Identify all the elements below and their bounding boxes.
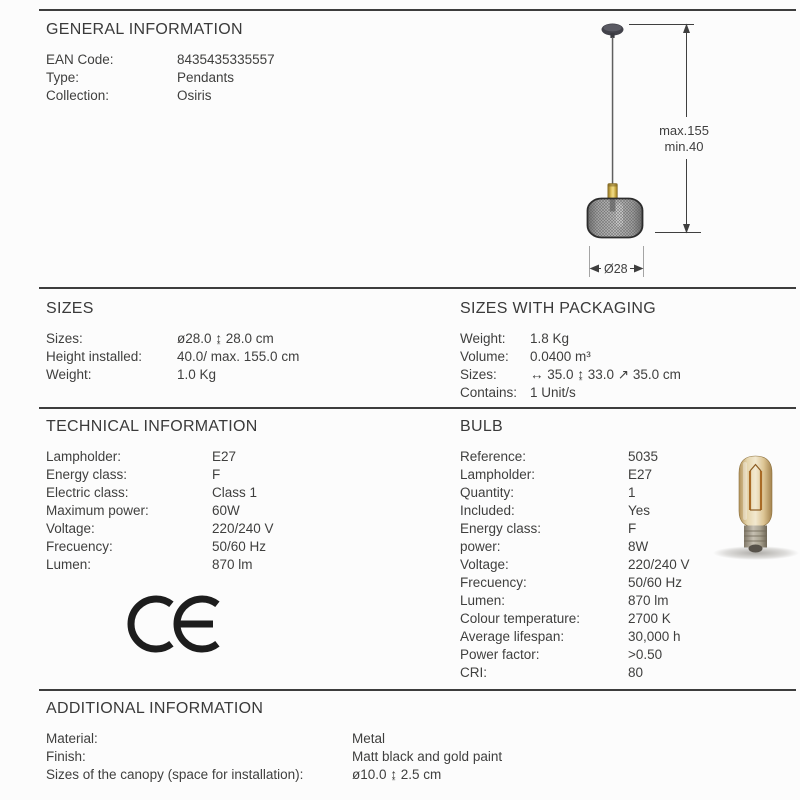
row-label: Colour temperature: xyxy=(460,611,581,626)
row-value: 8W xyxy=(628,539,649,554)
row-value: 50/60 Hz xyxy=(212,539,267,554)
row-label: Average lifespan: xyxy=(460,629,565,644)
table-row xyxy=(46,87,275,105)
row-value: 30,000 h xyxy=(628,629,681,644)
suspension-cable xyxy=(612,37,614,186)
bulb-rows xyxy=(460,448,690,682)
row-label: Electric class: xyxy=(46,485,129,500)
table-row xyxy=(460,646,690,664)
pendant-lamp-dimension-drawing xyxy=(550,14,720,280)
row-value: 1.0 Kg xyxy=(177,367,217,382)
table-row xyxy=(460,556,690,574)
table-row xyxy=(460,520,690,538)
table-row xyxy=(460,484,690,502)
row-label: Reference: xyxy=(460,449,527,464)
row-label: Collection: xyxy=(46,88,110,103)
row-value: 870 lm xyxy=(212,557,253,572)
diameter-label: Ø28 xyxy=(603,262,628,276)
row-value: 2700 K xyxy=(628,611,671,626)
row-label: Height installed: xyxy=(46,349,143,364)
row-value: 40.0/ max. 155.0 cm xyxy=(177,349,300,364)
table-row xyxy=(46,520,274,538)
table-row xyxy=(46,69,275,87)
row-label: Power factor: xyxy=(460,647,540,662)
sizes-rows xyxy=(46,330,299,384)
row-value: 220/240 V xyxy=(212,521,274,536)
row-value: Pendants xyxy=(177,70,235,85)
table-row xyxy=(46,748,502,766)
divider-sizes xyxy=(39,287,796,289)
row-value: E27 xyxy=(628,467,653,482)
row-value: 1.8 Kg xyxy=(530,331,570,346)
row-value: >0.50 xyxy=(628,647,663,662)
row-value: 50/60 Hz xyxy=(628,575,683,590)
row-label: Quantity: xyxy=(460,485,515,500)
table-row xyxy=(46,556,274,574)
row-label: Lampholder: xyxy=(46,449,122,464)
table-row xyxy=(46,51,275,69)
row-label: Frecuency: xyxy=(460,575,527,590)
table-row xyxy=(46,448,274,466)
row-label: Voltage: xyxy=(46,521,95,536)
row-label: Type: xyxy=(46,70,80,85)
row-label: Sizes: xyxy=(46,331,83,346)
row-label: Finish: xyxy=(46,749,86,764)
table-row xyxy=(46,502,274,520)
row-label: Sizes of the canopy (space for installation): xyxy=(46,767,304,782)
row-value: F xyxy=(628,521,637,536)
row-value: 80 xyxy=(628,665,644,680)
table-row xyxy=(460,502,690,520)
diameter-dimension xyxy=(590,246,644,277)
filament-bulb-photo xyxy=(710,440,800,565)
sizes-with-packaging-rows xyxy=(460,330,681,402)
arrow-left-icon xyxy=(590,265,600,273)
row-value: 0.0400 m³ xyxy=(530,349,591,364)
row-value: 1 xyxy=(628,485,636,500)
row-value: ø28.0 ↨ 28.0 cm xyxy=(177,331,274,346)
row-value: Class 1 xyxy=(212,485,258,500)
row-label: power: xyxy=(460,539,501,554)
table-row xyxy=(460,466,690,484)
row-value: Yes xyxy=(628,503,651,518)
row-label: Energy class: xyxy=(460,521,542,536)
row-label: Voltage: xyxy=(460,557,509,572)
table-row xyxy=(460,538,690,556)
table-row xyxy=(460,574,690,592)
section-title-general: GENERAL INFORMATION xyxy=(46,21,243,38)
row-label: EAN Code: xyxy=(46,52,114,67)
table-row xyxy=(460,610,690,628)
section-title-bulb: BULB xyxy=(460,418,503,435)
row-value: 60W xyxy=(212,503,240,518)
row-value: F xyxy=(212,467,221,482)
row-label: Lampholder: xyxy=(460,467,536,482)
table-row xyxy=(460,592,690,610)
table-row xyxy=(46,330,299,348)
table-row xyxy=(46,730,502,748)
row-value: Osiris xyxy=(177,88,212,103)
row-value: 5035 xyxy=(628,449,659,464)
row-value: 1 Unit/s xyxy=(530,385,576,400)
general-rows xyxy=(46,51,275,105)
row-value: E27 xyxy=(212,449,237,464)
bulb-glass-tube xyxy=(739,456,772,527)
table-row xyxy=(46,538,274,556)
row-value: ↔ 35.0 ↨ 33.0 ↗ 35.0 cm xyxy=(530,367,681,382)
row-value: Metal xyxy=(352,731,386,746)
table-row xyxy=(460,448,690,466)
table-row xyxy=(460,366,681,384)
row-value: 870 lm xyxy=(628,593,669,608)
row-label: Maximum power: xyxy=(46,503,149,518)
table-row xyxy=(46,366,299,384)
table-row xyxy=(46,766,502,784)
row-value: Matt black and gold paint xyxy=(352,749,503,764)
row-value: 220/240 V xyxy=(628,557,690,572)
divider-technical xyxy=(39,407,796,409)
section-title-sizes-with-packaging: SIZES WITH PACKAGING xyxy=(460,300,656,317)
table-row xyxy=(46,466,274,484)
row-label: Included: xyxy=(460,503,515,518)
divider-additional xyxy=(39,689,796,691)
row-value: ø10.0 ↨ 2.5 cm xyxy=(352,767,442,782)
arrow-right-icon xyxy=(634,265,644,273)
mesh-shade xyxy=(588,199,643,238)
row-label: Energy class: xyxy=(46,467,128,482)
row-label: Lumen: xyxy=(46,557,92,572)
ce-mark-icon xyxy=(126,592,230,656)
table-row xyxy=(46,348,299,366)
row-label: Contains: xyxy=(460,385,518,400)
table-row xyxy=(460,664,690,682)
row-label: Volume: xyxy=(460,349,509,364)
section-title-technical: TECHNICAL INFORMATION xyxy=(46,418,258,435)
section-title-sizes: SIZES xyxy=(46,300,94,317)
row-label: Material: xyxy=(46,731,98,746)
divider-top xyxy=(39,9,796,11)
ceiling-canopy xyxy=(602,24,624,39)
table-row xyxy=(46,484,274,502)
row-label: Weight: xyxy=(46,367,92,382)
min-height-label: min.40 xyxy=(664,139,704,154)
table-row xyxy=(460,330,681,348)
table-row xyxy=(460,348,681,366)
table-row xyxy=(460,628,690,646)
table-row xyxy=(460,384,681,402)
row-label: Lumen: xyxy=(460,593,506,608)
row-label: Sizes: xyxy=(460,367,497,382)
additional-rows xyxy=(46,730,502,784)
row-value: 8435435335557 xyxy=(177,52,275,67)
technical-rows xyxy=(46,448,274,574)
max-height-label: max.155 xyxy=(659,123,709,138)
row-label: Frecuency: xyxy=(46,539,113,554)
row-label: CRI: xyxy=(460,665,487,680)
row-label: Weight: xyxy=(460,331,506,346)
section-title-additional: ADDITIONAL INFORMATION xyxy=(46,700,264,717)
